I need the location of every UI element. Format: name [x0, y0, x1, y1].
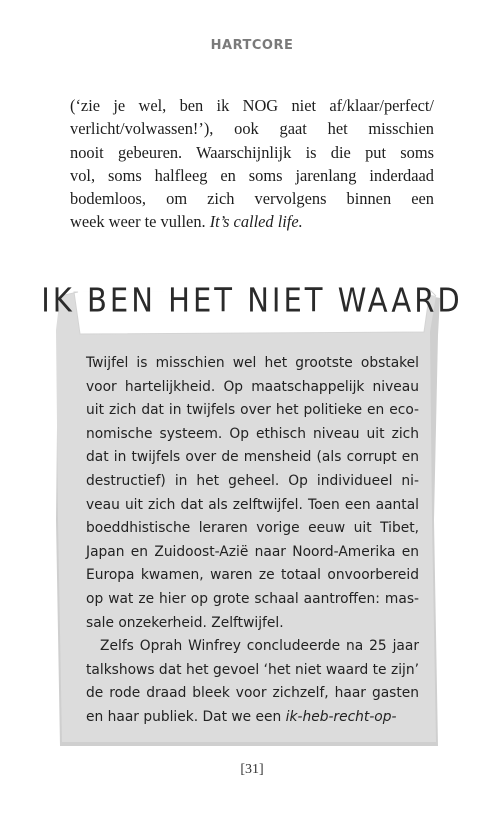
box-line: Twijfel is misschien wel het grootste obstakel [86, 355, 419, 371]
running-head: HARTCORE [210, 38, 294, 53]
box-line: op wat ze hier op grote schaal aantroffen: mas- [86, 590, 419, 607]
body-line-italic: It’s called life. [209, 212, 303, 232]
body-line-text: week weer te vullen. [70, 212, 210, 232]
box-line: Zelfs Oprah Winfrey concludeerde na 25 jaar [100, 638, 419, 655]
body-line: vol, soms halfleeg en soms jarenlang inderdaad [70, 165, 434, 185]
page-number: [31] [240, 762, 264, 777]
box-line-text: en haar publiek. Dat we een [86, 708, 286, 725]
box-line: boeddhistische leraren vorige eeuw uit Tibet, [86, 520, 419, 537]
box-line: de rode draad bleek voor zichzelf, haar gasten [86, 685, 419, 702]
body-line: bodemloos, om zich vervolgens binnen een [70, 189, 434, 209]
box-line: talkshows dat het gevoel ‘het niet waard te zijn’ [86, 661, 419, 678]
box-line: voor hartelijkheid. Op maatschappelijk niveau [86, 378, 419, 395]
box-heading: IK BEN HET NIET WAARD [41, 280, 463, 320]
box-text [86, 352, 419, 730]
box-line: Japan en Zuidoost-Azië naar Noord-Amerika en [86, 543, 419, 560]
box-line: destructief) in het geheel. Op individueel ni- [86, 472, 419, 489]
box-line: Europa kwamen, waren ze totaal onvoorbereid [86, 567, 419, 584]
body-line: verlicht/volwassen!’), ook gaat het misschien [70, 119, 434, 139]
box-line: dat in twijfels over de mensheid (als corrupt en [86, 449, 419, 466]
body-line: nooit gebeuren. Waarschijnlijk is die put soms [70, 142, 434, 162]
box-line: nomische systeem. Op ethisch niveau uit zich [86, 425, 419, 442]
box-line-italic: ik-heb-recht-op- [285, 708, 397, 725]
box-line: sale onzekerheid. Zelftwijfel. [86, 614, 284, 631]
box-line: veau uit zich dat als zelftwijfel. Toen een aantal [86, 496, 419, 513]
body-line: (‘zie je wel, ben ik NOG niet af/klaar/perfect/ [70, 96, 434, 115]
box-line: uit zich dat in twijfels over het politieke en eco- [86, 402, 419, 419]
box-line [86, 706, 419, 730]
